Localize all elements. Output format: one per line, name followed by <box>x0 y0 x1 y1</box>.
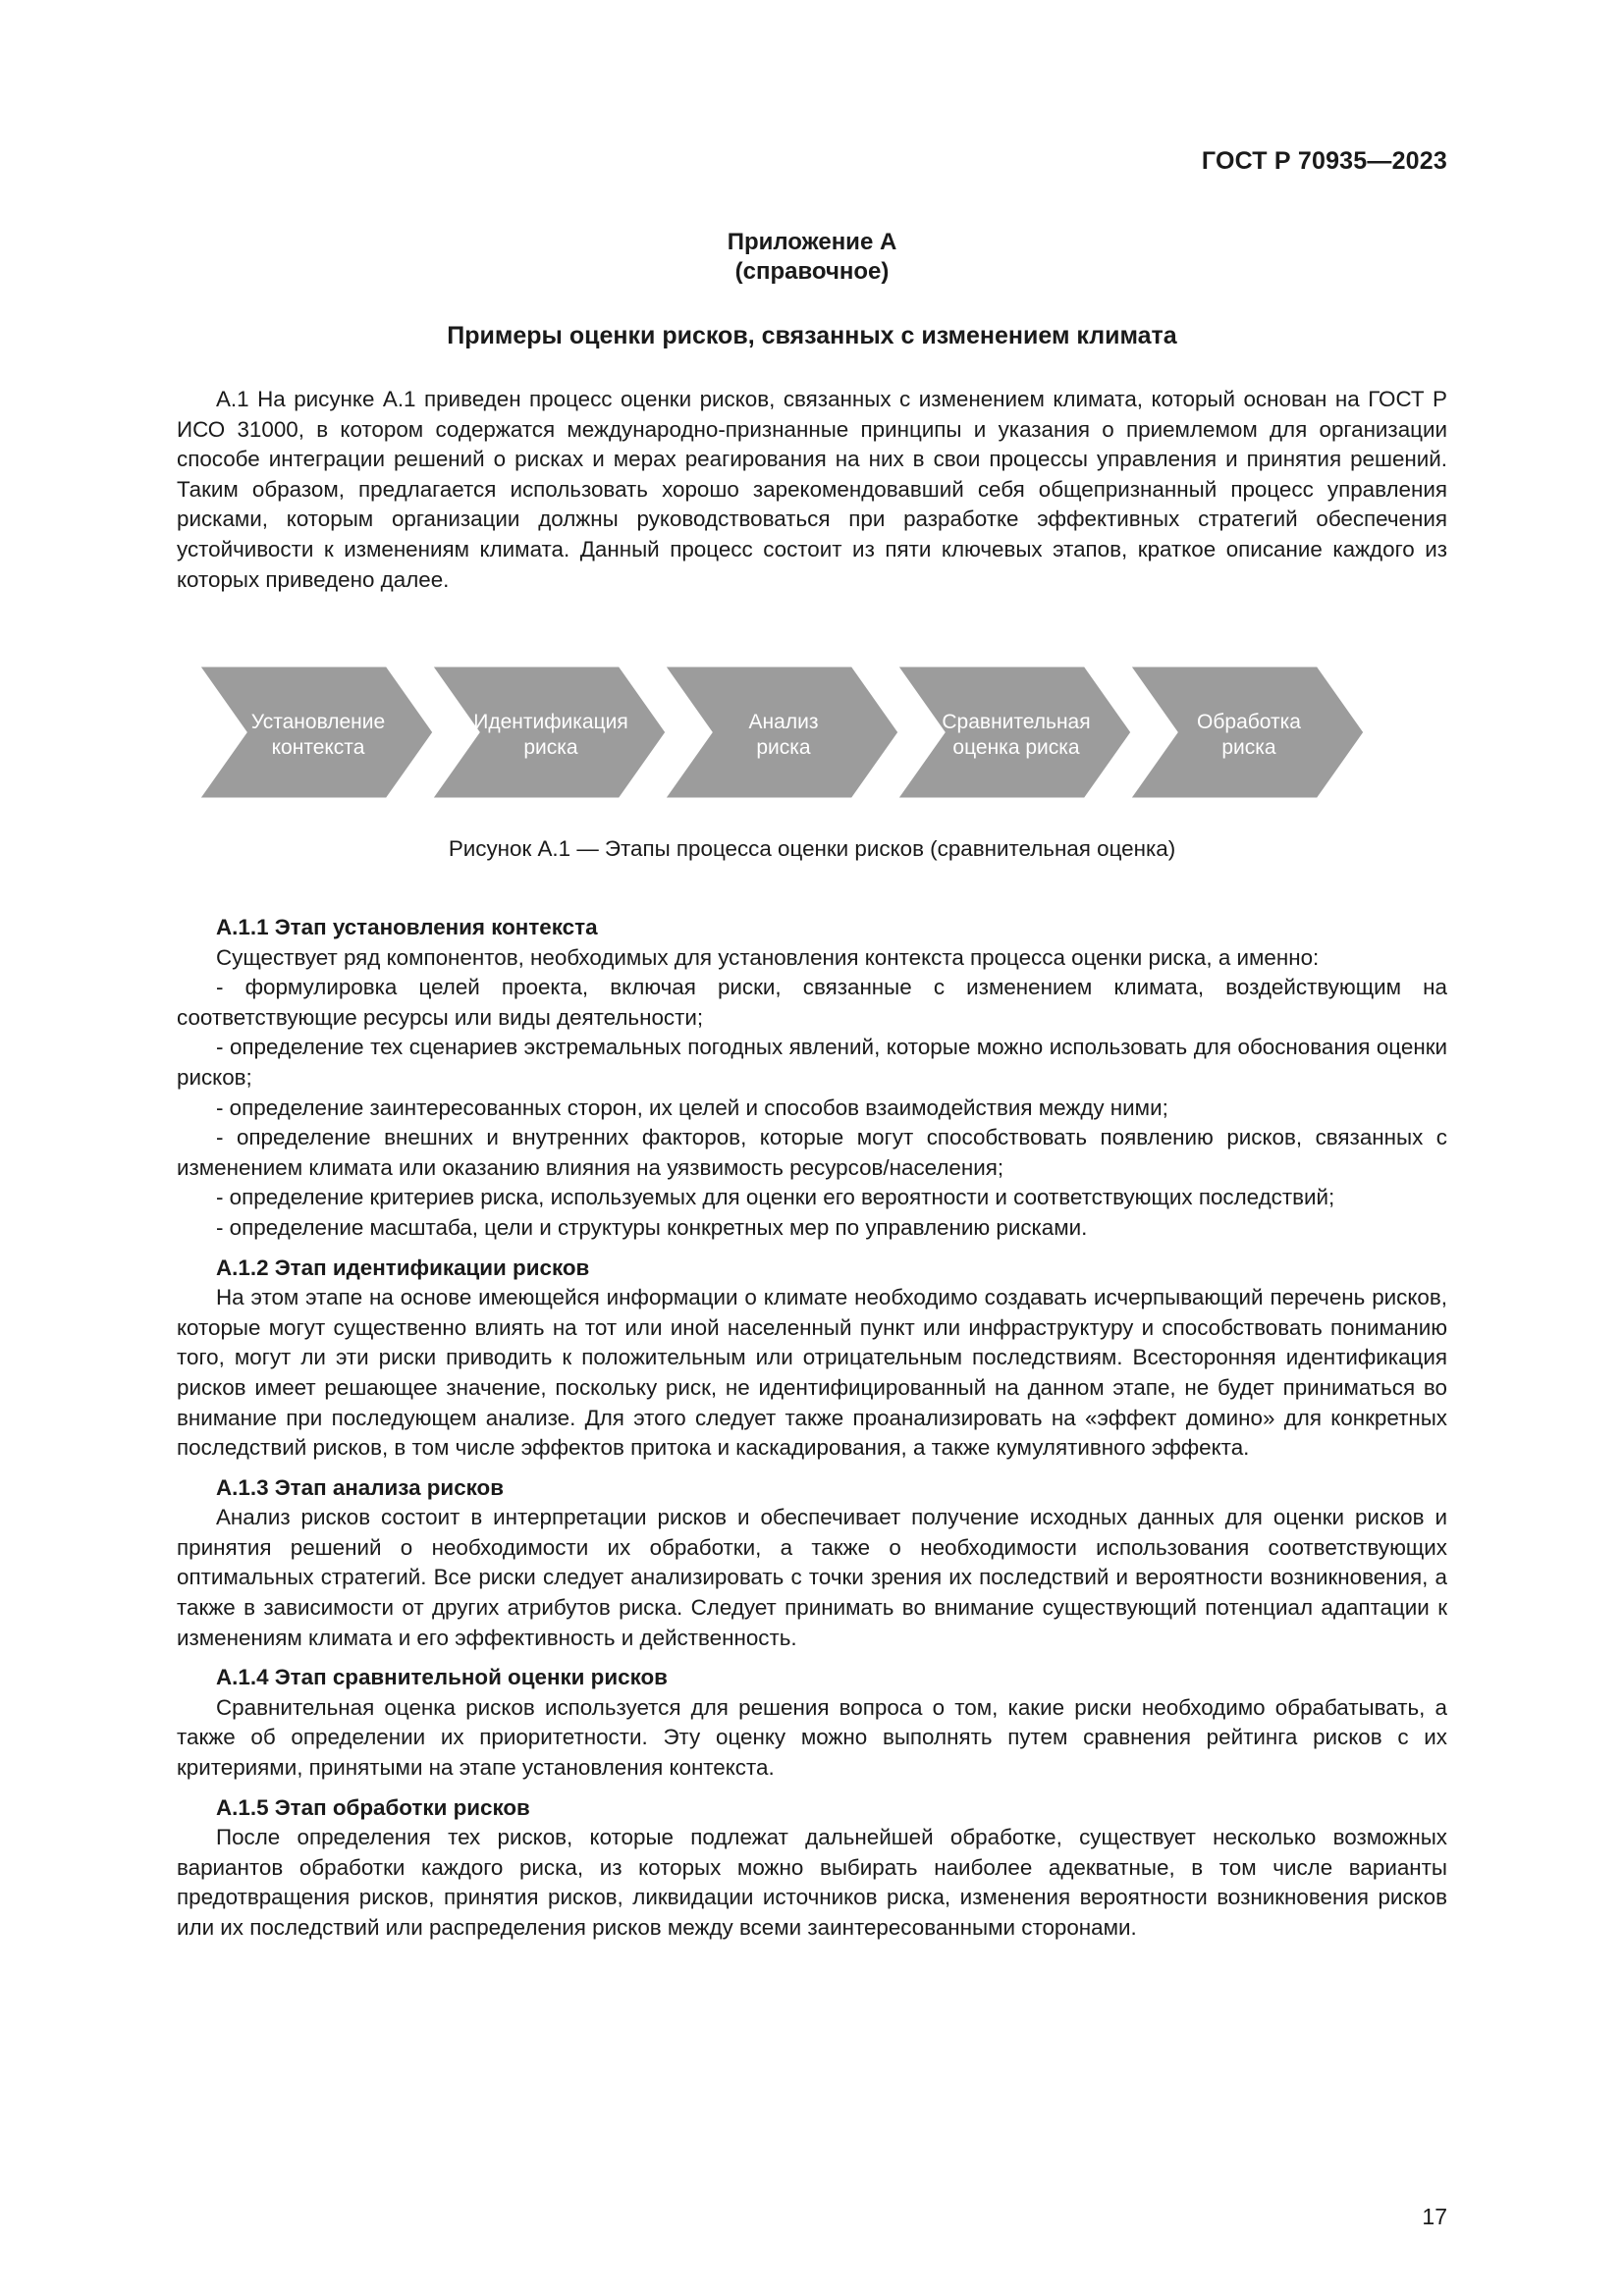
process-step-label: оценка риска <box>952 736 1080 759</box>
section-paragraph: Сравнительная оценка рисков используется для решения вопроса о том, какие риски необходимо обрабатывать, а также об определении их приоритетности. Эту оценку можно выполнять путем сравнения рейтинга рисков с их критериями, принятыми на этапе установления контекста. <box>177 1694 1447 1781</box>
list-item: - формулировка целей проекта, включая риски, связанные с изменением климата, воздействующим на соответствующие ресурсы или виды деятельности; <box>177 975 1447 1030</box>
process-step-label: риска <box>523 736 578 759</box>
appendix-type: (справочное) <box>734 258 890 285</box>
list-item: - определение внешних и внутренних факторов, которые могут способствовать появлению рисков, связанных с изменением климата или оказанию влияния на уязвимость ресурсов/населения; <box>177 1125 1447 1180</box>
process-step-label: Анализ <box>748 711 819 733</box>
process-step <box>431 666 667 799</box>
section-heading: А.1.1 Этап установления контекста <box>216 915 598 939</box>
appendix-label: Приложение А <box>727 229 897 255</box>
document-code: ГОСТ Р 70935—2023 <box>1201 147 1447 175</box>
process-step-label: Обработка <box>1197 711 1301 733</box>
process-step-label: риска <box>756 736 811 759</box>
intro-paragraph: А.1 На рисунке А.1 приведен процесс оценки рисков, связанных с изменением климата, который основан на ГОСТ Р ИСО 31000, в котором содержатся международно-признанные принципы и указания о приемлемом для организации способе интеграции решений о рисках и мерах реагирования на них в свои процессы управления и принятия решений. Таким образом, предлагается использовать хорошо зарекомендовавший себя общепризнанный процесс управления рисками, которым организации должны руководствоваться при разработке эффективных стратегий обеспечения устойчивости к изменениям климата. Данный процесс состоит из пяти ключевых этапов, краткое описание каждого из которых приведено далее. <box>177 387 1447 592</box>
sections <box>177 913 1447 1944</box>
process-step-label: Установление <box>250 711 386 733</box>
process-chevrons <box>196 666 1375 799</box>
list-item: - определение масштаба, цели и структуры конкретных мер по управлению рисками. <box>216 1214 1088 1240</box>
process-step <box>198 666 434 799</box>
process-step-label: контекста <box>271 736 365 759</box>
section-heading: А.1.5 Этап обработки рисков <box>216 1794 530 1820</box>
section-heading: А.1.4 Этап сравнительной оценки рисков <box>216 1665 668 1690</box>
process-step <box>1129 666 1365 799</box>
list-item: - определение тех сценариев экстремальных погодных явлений, которые можно использовать для обоснования оценки рисков; <box>177 1035 1447 1090</box>
section-paragraph: Анализ рисков состоит в интерпретации рисков и обеспечивает получение исходных данных для оценки рисков и принятия решений о необходимости их обработки, а также о необходимости использования соответствующих оптимальных стратегий. Все риски следует анализировать с точки зрения их последствий и вероятности возникновения, а также в зависимости от других атрибутов риска. Следует принимать во внимание существующий потенциал адаптации к изменениям климата и его эффективность и действенность. <box>177 1505 1447 1650</box>
section-paragraph: После определения тех рисков, которые подлежат дальнейшей обработке, существует несколько возможных вариантов обработки каждого риска, из которых можно выбирать наиболее адекватные, в том числе варианты предотвращения рисков, принятия рисков, ликвидации источников риска, изменения вероятности возникновения рисков или их последствий или распределения рисков между всеми заинтересованными сторонами. <box>177 1825 1447 1940</box>
process-step <box>896 666 1132 799</box>
process-step-label: Сравнительная <box>942 711 1091 733</box>
intro-section <box>177 385 1447 595</box>
process-figure <box>196 666 1375 799</box>
process-step-label: Идентификация <box>473 711 628 733</box>
list-item: - определение заинтересованных сторон, их целей и способов взаимодействия между ними; <box>216 1095 1168 1120</box>
section-heading: А.1.3 Этап анализа рисков <box>216 1474 505 1500</box>
page-number: 17 <box>1422 2204 1447 2229</box>
section-heading: А.1.2 Этап идентификации рисков <box>216 1255 590 1280</box>
figure-caption: Рисунок А.1 — Этапы процесса оценки рисков (сравнительная оценка) <box>448 836 1176 861</box>
list-item: - определение критериев риска, используемых для оценки его вероятности и соответствующих последствий; <box>216 1185 1335 1210</box>
appendix-heading <box>0 228 1624 287</box>
section-paragraph: На этом этапе на основе имеющейся информации о климате необходимо создавать исчерпывающий перечень рисков, которые могут существенно влиять на тот или иной населенный пункт или инфраструктуру и способствовать пониманию того, могут ли эти риски приводить к положительным или отрицательным последствиям. Всесторонняя идентификация рисков имеет решающее значение, поскольку риск, не идентифицированный на данном этапе, не будет приниматься во внимание при последующем анализе. Для этого следует также проанализировать на «эффект домино» для конкретных последствий рисков, в том числе эффектов притока и каскадирования, а также кумулятивного эффекта. <box>177 1285 1447 1461</box>
process-step <box>664 666 899 799</box>
section-lead: Существует ряд компонентов, необходимых для установления контекста процесса оценки риска, а именно: <box>216 944 1320 970</box>
page-title: Примеры оценки рисков, связанных с изменением климата <box>447 322 1177 349</box>
process-step-label: риска <box>1221 736 1276 759</box>
